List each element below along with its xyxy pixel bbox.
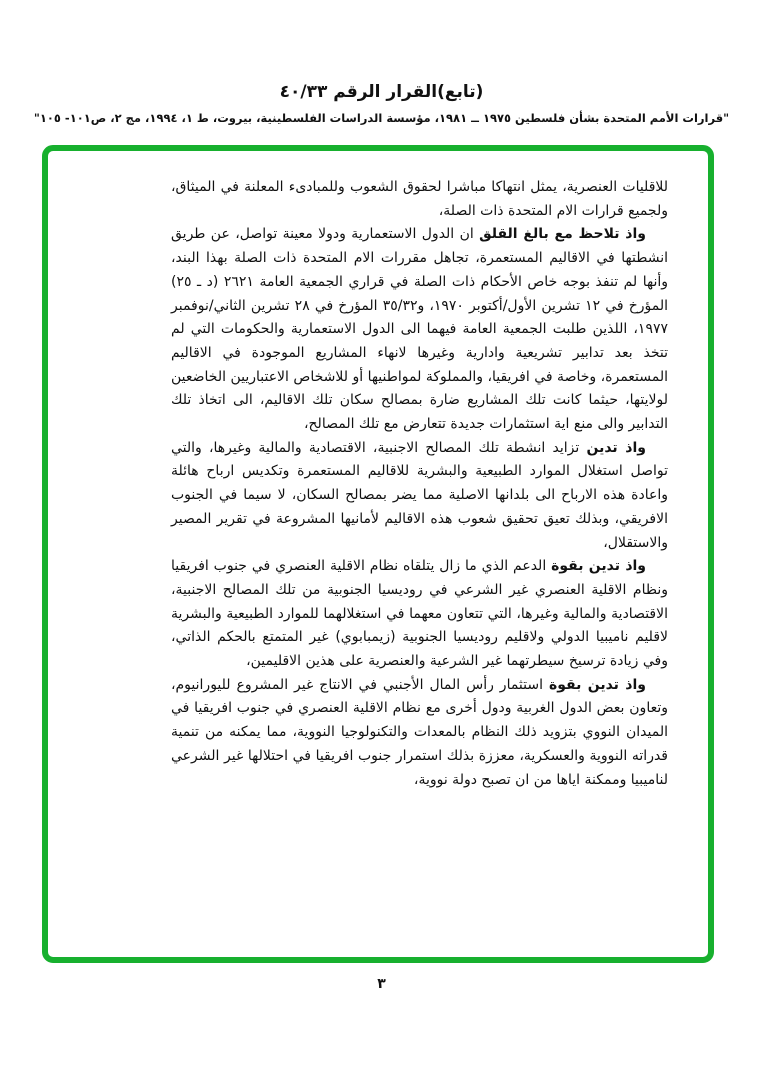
paragraph-text: تزايد انشطة تلك المصالح الاجنبية، الاقتصادية والمالية وغيرها، والتي تواصل استغلال الموارد الطبيعية والبشرية للاقاليم المستعمرة وتكديس ارباح هائلة واعادة هذه الارباح الى بلدانها الاصلية مما يضر بمصالح السكان، لا سيما في الجنوب الافريقي، وبذلك تعيق تحقيق شعوب هذه الاقاليم لأمانيها المشروعة في تقرير المصير والاستقلال، bbox=[171, 439, 668, 551]
paragraph-lead: واذ تدين bbox=[586, 439, 646, 456]
paragraph-text: للاقليات العنصرية، يمثل انتهاكا مباشرا لحقوق الشعوب وللمبادىء المعلنة في الميثاق، ولجميع قرارات الام المتحدة ذات الصلة، bbox=[171, 179, 668, 219]
page-title: (تابع)القرار الرقم ٤٠/٣٣ bbox=[279, 82, 484, 102]
paragraph bbox=[171, 437, 668, 556]
paragraph-text: الدعم الذي ما زال يتلقاه نظام الاقلية العنصري في جنوب افريقيا ونظام الاقلية العنصري غير الشرعي في روديسيا الجنوبية من تلك المصالح الاجنبية، الاقتصادية والمالية وغيرها، التي تتعاون معهما في استغلالهما للموارد الطبيعية والبشرية لاقليم ناميبيا الدولي ولاقليم روديسيا الجنوبية (زيمبابوي) غير المتمتع بالحكم الذاتي، وفي زيادة ترسيخ سيطرتهما غير الشرعية والعنصرية على هذين الاقليمين، bbox=[171, 558, 668, 670]
paragraph bbox=[171, 223, 668, 436]
page-number: ٣ bbox=[377, 976, 386, 992]
paragraph-lead: واذ تدين بقوة bbox=[551, 558, 646, 575]
paragraph bbox=[171, 674, 668, 793]
paragraph bbox=[171, 176, 668, 223]
source-citation: "قرارات الأمم المتحدة بشأن فلسطين ١٩٧٥ ــ ١٩٨١، مؤسسة الدراسات الفلسطينية، بيروت، ط ١، ١٩٩٤، مج ٢، ص١٠١- ١٠٥" bbox=[33, 111, 730, 125]
paragraph bbox=[171, 555, 668, 674]
paragraph-lead: واذ تدين بقوة bbox=[548, 676, 646, 693]
document-body bbox=[171, 176, 668, 792]
paragraph-lead: واذ تلاحظ مع بالغ القلق bbox=[479, 226, 646, 243]
paragraph-text: استثمار رأس المال الأجنبي في الانتاج غير المشروع لليورانيوم، وتعاون بعض الدول الغربية ودول أخرى مع نظام الاقلية العنصري في جنوب افريقيا في الميدان النووي بتزويد ذلك النظام بالمعدات والتكنولوجيا النووية، مما يمكنه من تنمية قدراته النووية والعسكرية، معززة بذلك استمرار جنوب افريقيا في احتلالها غير الشرعي لناميبيا وممكنة اياها من ان تصبح دولة نووية، bbox=[171, 676, 668, 788]
paragraph-text: ان الدول الاستعمارية ودولا معينة تواصل، عن طريق انشطتها في الاقاليم المستعمرة، تجاهل مقررات الام المتحدة ذات الصلة بهذا البند، وأنها لم تنفذ بوجه خاص الأحكام ذات الصلة في قراري الجمعية العامة ٢٦٢١ (د ـ ٢٥) المؤرخ في ١٢ تشرين الأول/أكتوبر ١٩٧٠، و٣٥/٣٢ المؤرخ في ٢٨ تشرين الثاني/نوفمبر ١٩٧٧، اللذين طلبت الجمعية العامة فيهما الى الدول الاستعمارية والحكومات التي لم تتخذ بعد تدابير تشريعية وادارية وغيرها لانهاء المشاريع الموجودة في الاقاليم المستعمرة، وخاصة في افريقيا، والمملوكة لمواطنيها أو للاشخاص الاعتباريين الخاضعين لولايتها، حيثما كانت تلك المشاريع ضارة بمصالح سكان تلك الاقاليم، الى اتخاذ تلك التدابير والى منع اية استثمارات جديدة تتعارض مع تلك المصالح، bbox=[171, 226, 668, 433]
